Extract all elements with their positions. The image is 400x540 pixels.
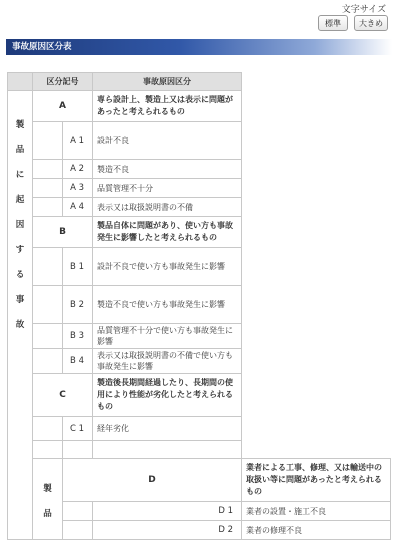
subcode-desc: 品質管理不十分 <box>93 179 242 198</box>
category-desc: 専ら設計上、製造上又は表示に問題があったと考えられるもの <box>93 91 242 122</box>
table-row <box>8 441 391 459</box>
subcode: D 2 <box>93 521 242 540</box>
font-size-normal-button[interactable]: 標準 <box>318 15 348 31</box>
accident-cause-table <box>7 72 391 540</box>
section-title: 事故原因区分表 <box>6 39 392 55</box>
subcode-desc: 設計不良で使い方も事故発生に影響 <box>93 248 242 286</box>
category-desc: 業者による工事、修理、又は輸送中の取扱い等に問題があったと考えられるもの <box>242 459 391 502</box>
category-code: C <box>33 374 93 417</box>
table-row <box>8 160 391 179</box>
subcode: A 3 <box>63 179 93 198</box>
header-cause: 事故原因区分 <box>93 73 242 91</box>
table-row <box>8 324 391 349</box>
table-header-row <box>8 73 391 91</box>
subcode: A 1 <box>63 122 93 160</box>
table-row <box>8 459 391 502</box>
subcode-desc: 表示又は取扱説明書の不備 <box>93 198 242 217</box>
table-row <box>8 374 391 417</box>
table-row <box>8 417 391 441</box>
subcode-desc: 表示又は取扱説明書の不備で使い方も事故発生に影響 <box>93 349 242 374</box>
subcode: B 2 <box>63 286 93 324</box>
subcode-desc: 製造不良で使い方も事故発生に影響 <box>93 286 242 324</box>
table-row <box>8 521 391 540</box>
subcode: B 1 <box>63 248 93 286</box>
group-label-product: 製 品 <box>33 459 63 540</box>
subcode: B 3 <box>63 324 93 349</box>
table-row <box>8 179 391 198</box>
subcode: A 2 <box>63 160 93 179</box>
table-row <box>8 502 391 521</box>
category-desc: 製造後長期間経過したり、長期間の使用により性能が劣化したと考えられるもの <box>93 374 242 417</box>
header-blank <box>8 73 33 91</box>
subcode-desc: 製造不良 <box>93 160 242 179</box>
category-code: A <box>33 91 93 122</box>
header-code: 区分記号 <box>33 73 93 91</box>
subcode-desc: 設計不良 <box>93 122 242 160</box>
subcode-desc: 業者の修理不良 <box>242 521 391 540</box>
font-size-large-button[interactable]: 大きめ <box>354 15 388 31</box>
group-label-product-caused: 製 品 に 起 因 す る 事 故 <box>8 91 33 540</box>
table-row <box>8 248 391 286</box>
subcode-desc: 経年劣化 <box>93 417 242 441</box>
category-code: D <box>63 459 242 502</box>
subcode: D 1 <box>93 502 242 521</box>
subcode: A 4 <box>63 198 93 217</box>
table-row <box>8 349 391 374</box>
category-code: B <box>33 217 93 248</box>
table-row <box>8 122 391 160</box>
subcode-desc: 品質管理不十分で使い方も事故発生に影響 <box>93 324 242 349</box>
subcode-desc: 業者の設置・施工不良 <box>242 502 391 521</box>
table-row <box>8 91 391 122</box>
table-row <box>8 217 391 248</box>
table-row <box>8 198 391 217</box>
subcode: C 1 <box>63 417 93 441</box>
table-row <box>8 286 391 324</box>
subcode: B 4 <box>63 349 93 374</box>
category-desc: 製品自体に問題があり、使い方も事故発生に影響したと考えられるもの <box>93 217 242 248</box>
font-size-label: 文字サイズ <box>341 5 386 15</box>
